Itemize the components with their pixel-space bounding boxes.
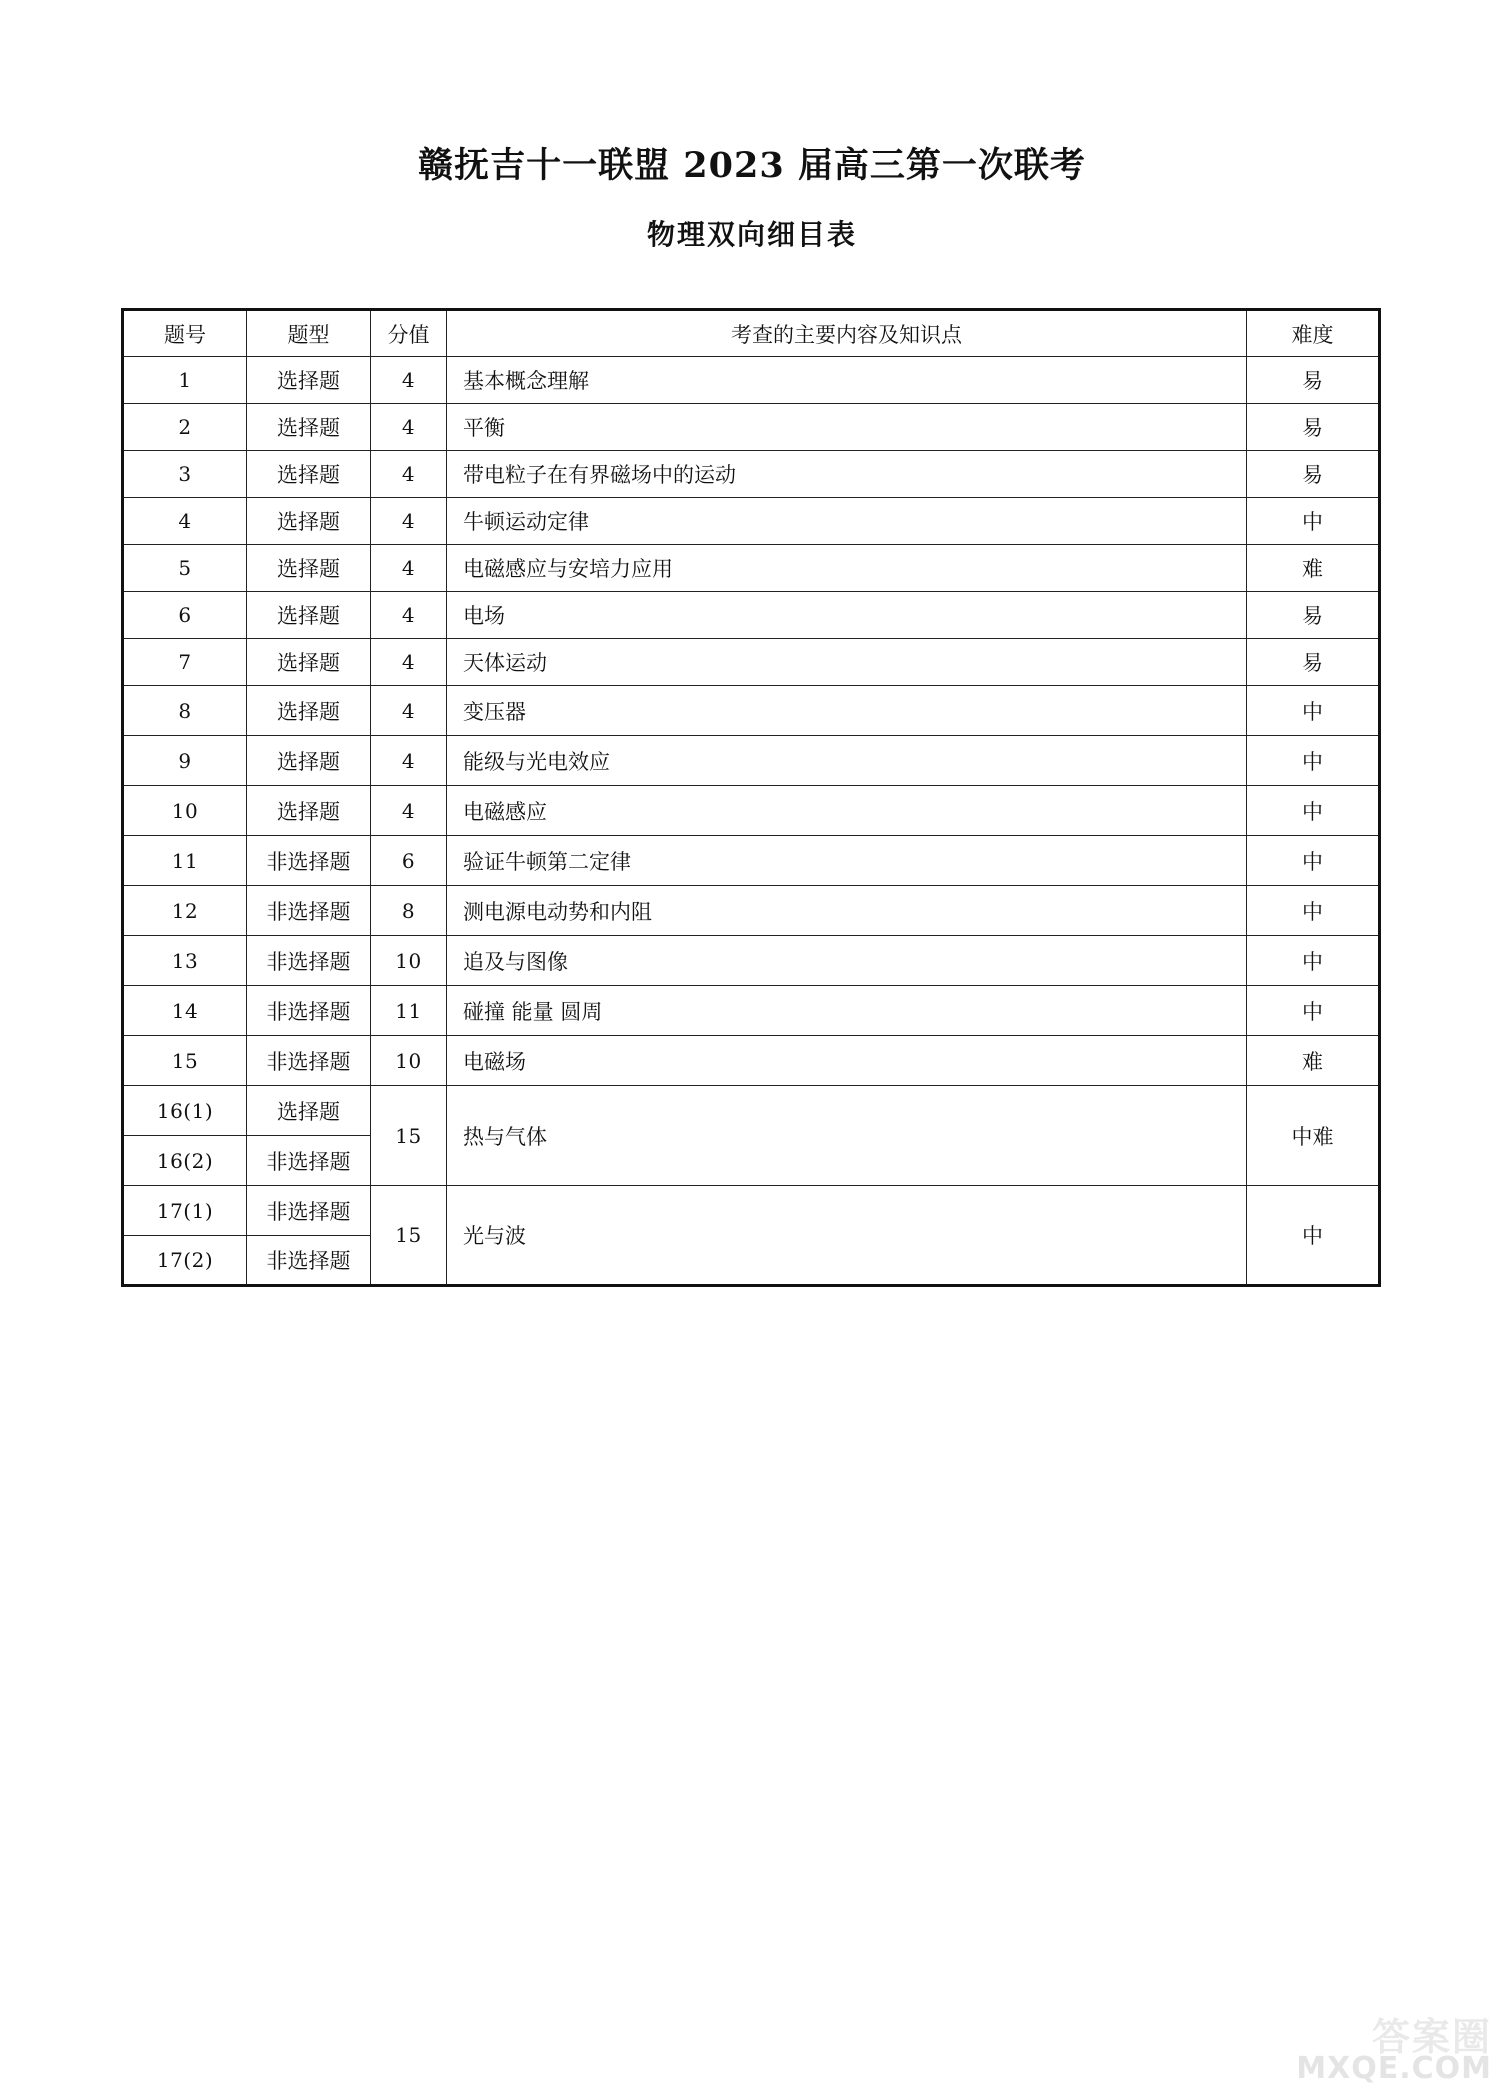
row-score: 4 bbox=[371, 686, 447, 736]
row-number: 7 bbox=[123, 639, 247, 686]
row-type: 非选择题 bbox=[247, 1036, 371, 1086]
spec-table bbox=[121, 308, 1381, 1287]
row-number: 14 bbox=[123, 986, 247, 1036]
row-score: 4 bbox=[371, 786, 447, 836]
row-type: 非选择题 bbox=[247, 986, 371, 1036]
row-score: 4 bbox=[371, 357, 447, 404]
row-content: 热与气体 bbox=[447, 1086, 1247, 1186]
table-row bbox=[123, 836, 1380, 886]
row-type: 选择题 bbox=[247, 1086, 371, 1136]
table-row bbox=[123, 357, 1380, 404]
row-content: 测电源电动势和内阻 bbox=[447, 886, 1247, 936]
row-number: 12 bbox=[123, 886, 247, 936]
table-row-merged bbox=[123, 1086, 1380, 1136]
table-row bbox=[123, 986, 1380, 1036]
row-type: 选择题 bbox=[247, 498, 371, 545]
row-number: 2 bbox=[123, 404, 247, 451]
row-content: 电磁场 bbox=[447, 1036, 1247, 1086]
header-difficulty: 难度 bbox=[1247, 310, 1380, 357]
row-score: 11 bbox=[371, 986, 447, 1036]
row-content: 带电粒子在有界磁场中的运动 bbox=[447, 451, 1247, 498]
table-row bbox=[123, 1036, 1380, 1086]
row-difficulty: 易 bbox=[1247, 592, 1380, 639]
table-row bbox=[123, 498, 1380, 545]
row-type: 选择题 bbox=[247, 786, 371, 836]
row-number: 11 bbox=[123, 836, 247, 886]
row-content: 天体运动 bbox=[447, 639, 1247, 686]
row-type: 选择题 bbox=[247, 639, 371, 686]
table-row bbox=[123, 736, 1380, 786]
row-score: 6 bbox=[371, 836, 447, 886]
header-content: 考查的主要内容及知识点 bbox=[447, 310, 1247, 357]
row-difficulty: 易 bbox=[1247, 451, 1380, 498]
row-score: 4 bbox=[371, 404, 447, 451]
row-number: 4 bbox=[123, 498, 247, 545]
row-score: 15 bbox=[371, 1086, 447, 1186]
row-score: 15 bbox=[371, 1186, 447, 1286]
row-difficulty: 难 bbox=[1247, 545, 1380, 592]
row-score: 4 bbox=[371, 736, 447, 786]
row-number: 13 bbox=[123, 936, 247, 986]
row-type: 非选择题 bbox=[247, 936, 371, 986]
row-content: 基本概念理解 bbox=[447, 357, 1247, 404]
row-number: 3 bbox=[123, 451, 247, 498]
row-type: 选择题 bbox=[247, 357, 371, 404]
row-type: 非选择题 bbox=[247, 836, 371, 886]
table-row bbox=[123, 545, 1380, 592]
header-number: 题号 bbox=[123, 310, 247, 357]
table-row bbox=[123, 404, 1380, 451]
row-number: 6 bbox=[123, 592, 247, 639]
row-difficulty: 中 bbox=[1247, 786, 1380, 836]
row-difficulty: 易 bbox=[1247, 404, 1380, 451]
row-content: 碰撞 能量 圆周 bbox=[447, 986, 1247, 1036]
row-number: 10 bbox=[123, 786, 247, 836]
row-number: 5 bbox=[123, 545, 247, 592]
row-number: 16(2) bbox=[123, 1136, 247, 1186]
row-type: 选择题 bbox=[247, 451, 371, 498]
row-type: 非选择题 bbox=[247, 1186, 371, 1236]
table-row-merged bbox=[123, 1186, 1380, 1236]
row-score: 4 bbox=[371, 639, 447, 686]
row-content: 电磁感应与安培力应用 bbox=[447, 545, 1247, 592]
row-type: 选择题 bbox=[247, 592, 371, 639]
row-type: 非选择题 bbox=[247, 1136, 371, 1186]
row-score: 4 bbox=[371, 592, 447, 639]
row-difficulty: 中 bbox=[1247, 886, 1380, 936]
row-content: 牛顿运动定律 bbox=[447, 498, 1247, 545]
table-header-row bbox=[123, 310, 1380, 357]
row-difficulty: 中 bbox=[1247, 986, 1380, 1036]
row-content: 平衡 bbox=[447, 404, 1247, 451]
row-number: 15 bbox=[123, 1036, 247, 1086]
row-score: 8 bbox=[371, 886, 447, 936]
document-title: 赣抚吉十一联盟 2023 届高三第一次联考 bbox=[418, 145, 1086, 186]
row-difficulty: 中 bbox=[1247, 836, 1380, 886]
table-row bbox=[123, 639, 1380, 686]
row-type: 选择题 bbox=[247, 545, 371, 592]
row-type: 选择题 bbox=[247, 686, 371, 736]
table-row bbox=[123, 451, 1380, 498]
row-score: 4 bbox=[371, 498, 447, 545]
row-content: 变压器 bbox=[447, 686, 1247, 736]
watermark-top-text: 答案圈 bbox=[1371, 2015, 1492, 2059]
table-row bbox=[123, 936, 1380, 986]
row-content: 电场 bbox=[447, 592, 1247, 639]
row-difficulty: 中 bbox=[1247, 736, 1380, 786]
row-difficulty: 难 bbox=[1247, 1036, 1380, 1086]
row-score: 10 bbox=[371, 936, 447, 986]
row-difficulty: 中 bbox=[1247, 686, 1380, 736]
table-row bbox=[123, 786, 1380, 836]
row-content: 能级与光电效应 bbox=[447, 736, 1247, 786]
row-content: 追及与图像 bbox=[447, 936, 1247, 986]
row-content: 电磁感应 bbox=[447, 786, 1247, 836]
row-type: 选择题 bbox=[247, 404, 371, 451]
row-difficulty: 易 bbox=[1247, 639, 1380, 686]
row-difficulty: 中 bbox=[1247, 936, 1380, 986]
row-difficulty: 易 bbox=[1247, 357, 1380, 404]
header-type: 题型 bbox=[247, 310, 371, 357]
document-subtitle: 物理双向细目表 bbox=[646, 218, 857, 251]
row-difficulty: 中 bbox=[1247, 498, 1380, 545]
row-type: 选择题 bbox=[247, 736, 371, 786]
row-type: 非选择题 bbox=[247, 1236, 371, 1286]
table-row bbox=[123, 886, 1380, 936]
row-score: 10 bbox=[371, 1036, 447, 1086]
row-content: 验证牛顿第二定律 bbox=[447, 836, 1247, 886]
watermark-bottom-text: MXQE.COM bbox=[1296, 2051, 1492, 2086]
row-number: 8 bbox=[123, 686, 247, 736]
row-type: 非选择题 bbox=[247, 886, 371, 936]
row-number: 17(2) bbox=[123, 1236, 247, 1286]
table-row bbox=[123, 592, 1380, 639]
row-number: 17(1) bbox=[123, 1186, 247, 1236]
row-content: 光与波 bbox=[447, 1186, 1247, 1286]
watermark bbox=[1292, 2006, 1492, 2086]
row-difficulty: 中 bbox=[1247, 1186, 1380, 1286]
row-score: 4 bbox=[371, 451, 447, 498]
row-number: 9 bbox=[123, 736, 247, 786]
table-row bbox=[123, 686, 1380, 736]
row-number: 1 bbox=[123, 357, 247, 404]
row-number: 16(1) bbox=[123, 1086, 247, 1136]
header-score: 分值 bbox=[371, 310, 447, 357]
row-score: 4 bbox=[371, 545, 447, 592]
row-difficulty: 中难 bbox=[1247, 1086, 1380, 1186]
